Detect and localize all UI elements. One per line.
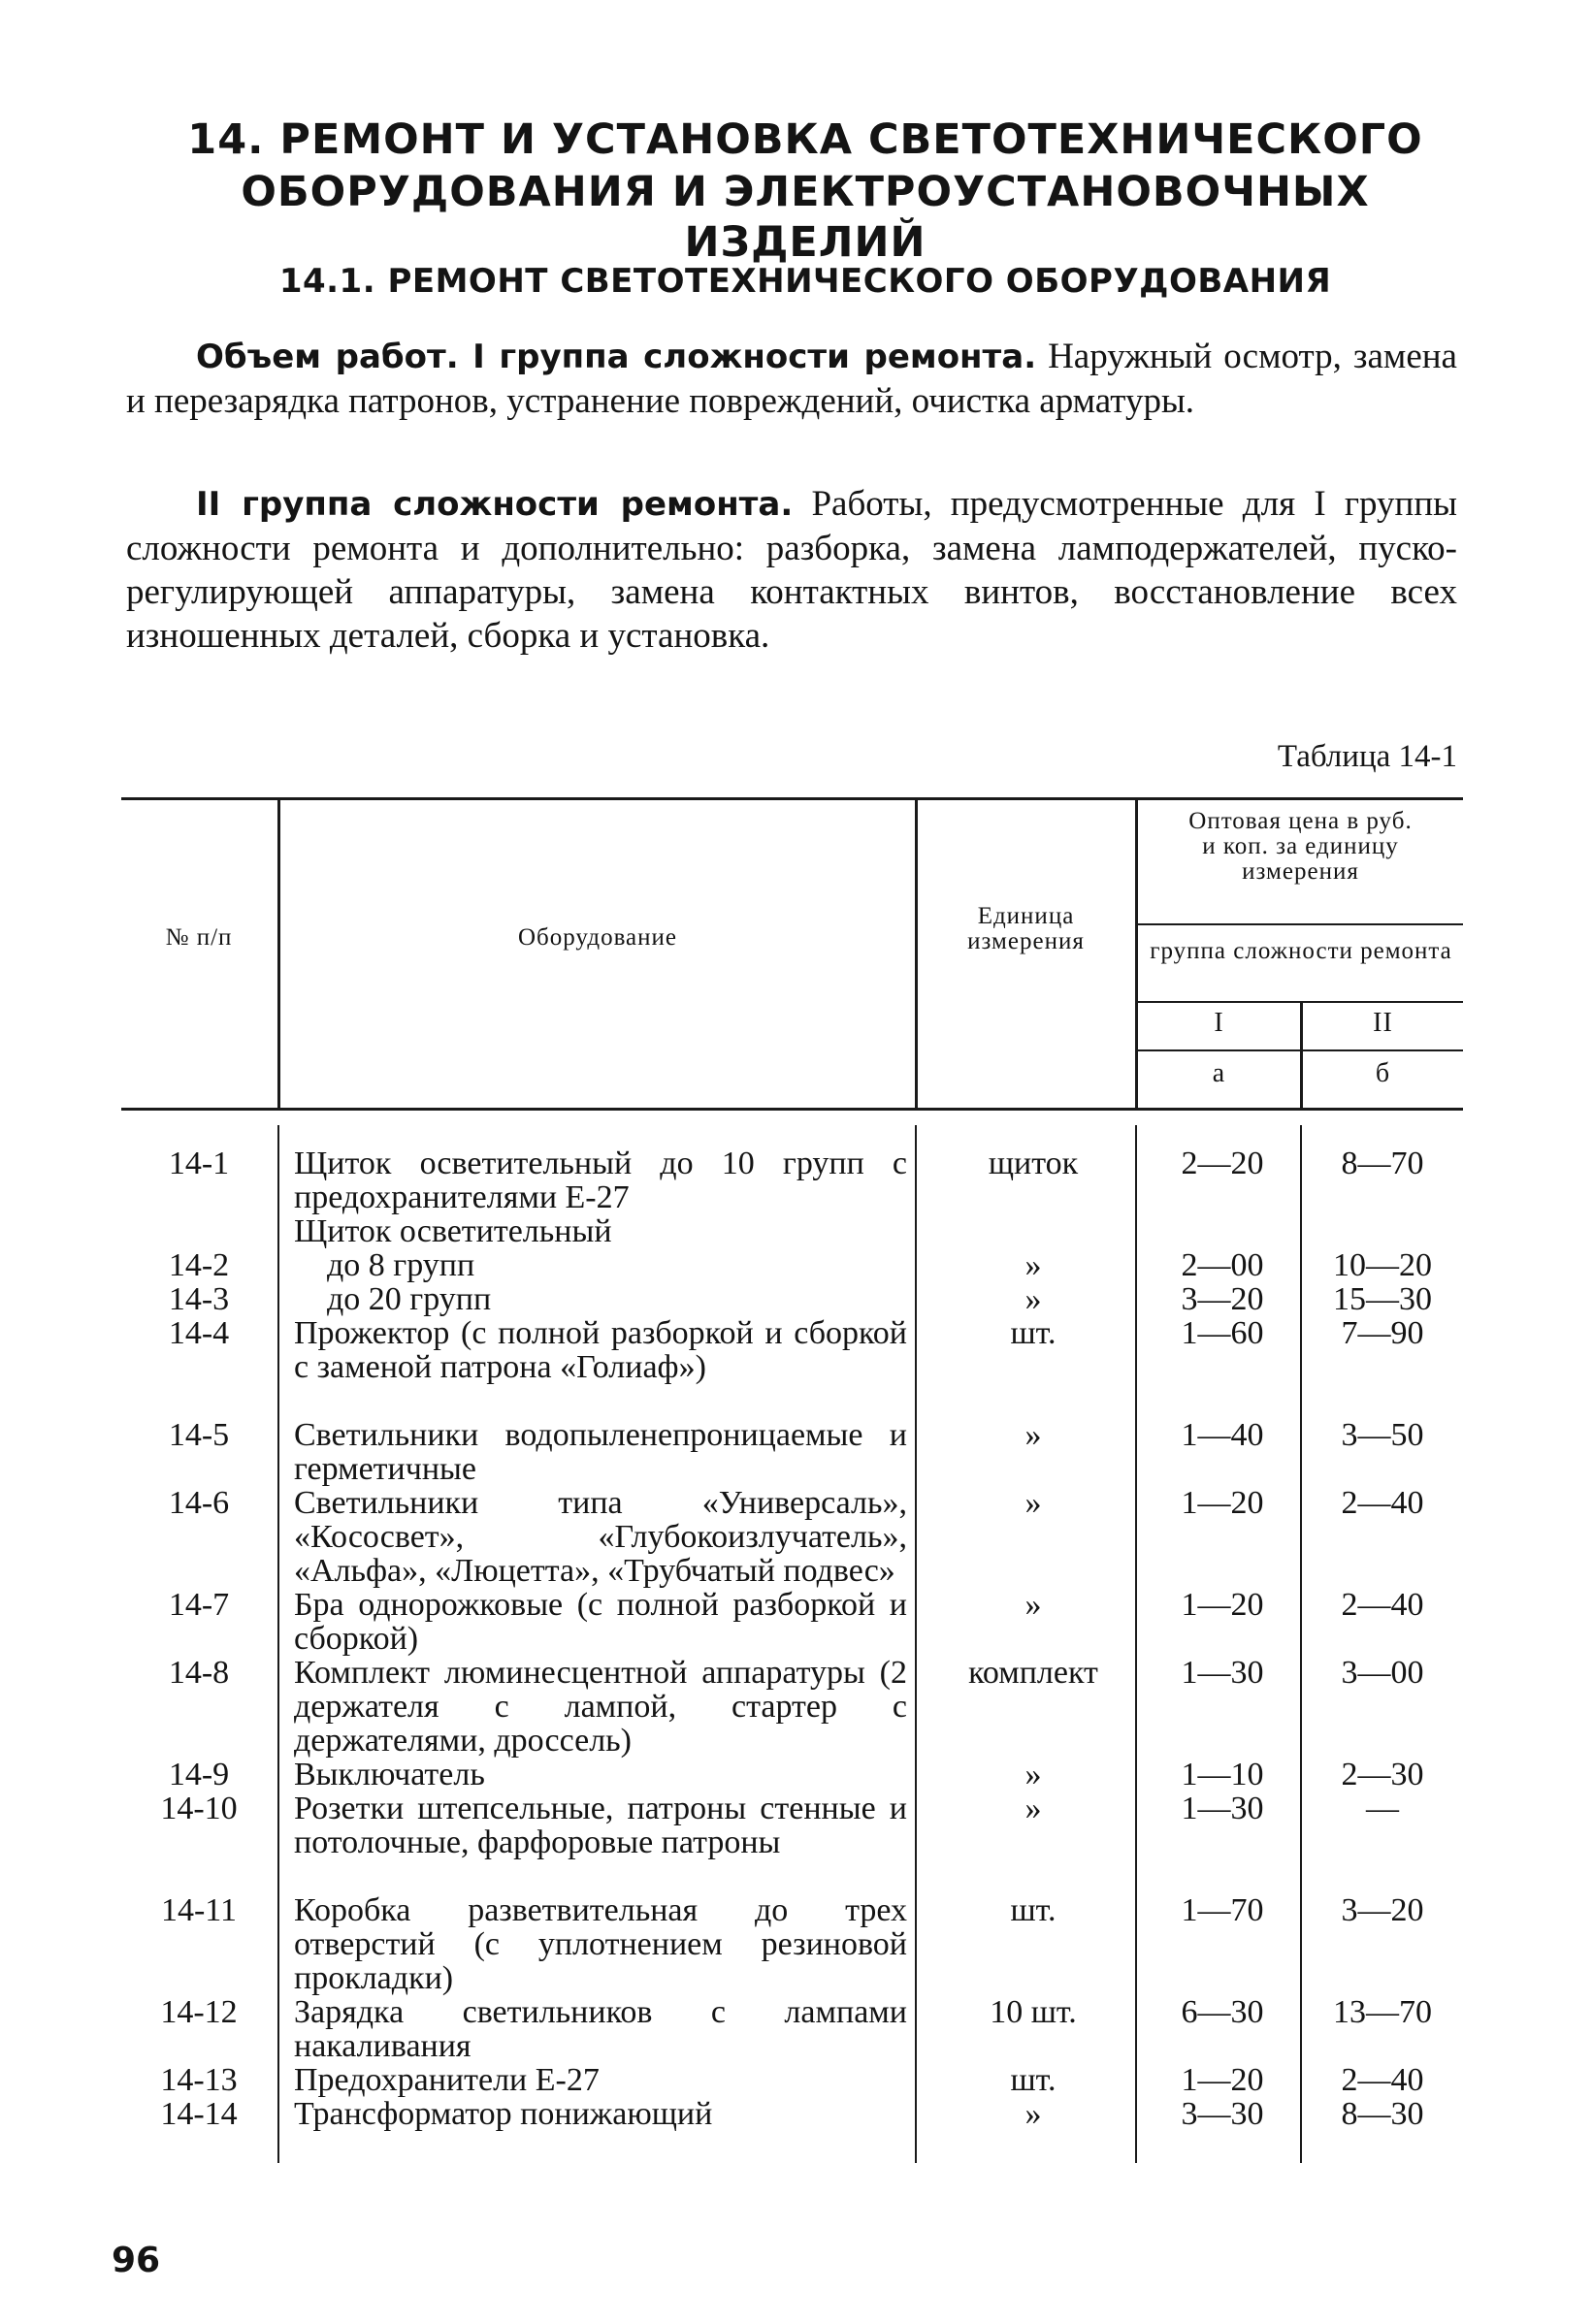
row-number: 14-1	[168, 1146, 230, 1181]
row-equipment: Розетки штепсельные, патроны стенные и потолочные, фарфоровые патроны	[294, 1791, 907, 1860]
row-equipment: Комплект люминесцентной аппаратуры (2 держателя с лампой, стартер с держателями, дроссель)	[294, 1655, 907, 1759]
body-divider-2	[915, 1125, 917, 2163]
row-price-b: —	[1366, 1791, 1399, 1826]
row-number: 14-10	[160, 1791, 238, 1826]
row-price-b: 13—70	[1333, 1994, 1432, 2030]
row-equipment: до 8 групп	[327, 1247, 475, 1283]
paragraph-scope-group-1	[126, 335, 1457, 423]
section-title-line-2: ОБОРУДОВАНИЯ И ЭЛЕКТРОУСТАНОВОЧНЫХ ИЗДЕЛИЙ	[241, 168, 1370, 267]
row-price-a: 3—30	[1181, 2096, 1264, 2132]
row-price-b: 3—50	[1341, 1417, 1424, 1453]
subsection-title: 14.1. РЕМОНТ СВЕТОТЕХНИЧЕСКОГО ОБОРУДОВАНИЯ	[278, 262, 1332, 301]
row-unit: »	[1024, 1485, 1042, 1521]
row-price-b: 2—30	[1341, 1757, 1424, 1792]
row-price-a: 1—30	[1181, 1655, 1264, 1691]
row-unit: шт.	[1010, 1892, 1057, 1928]
row-price-b: 15—30	[1333, 1281, 1432, 1317]
row-unit: »	[1024, 1757, 1042, 1792]
row-number: 14-13	[160, 2062, 238, 2098]
row-price-a: 1—20	[1181, 1587, 1264, 1623]
row-unit: щиток	[988, 1146, 1079, 1181]
row-number: 14-6	[168, 1485, 230, 1521]
row-unit: шт.	[1010, 2062, 1057, 2098]
row-price-b: 8—30	[1341, 2096, 1424, 2132]
header-price: Оптовая цена в руб. и коп. за единицу измерения	[1188, 808, 1413, 885]
row-number: 14-11	[160, 1892, 238, 1928]
row-price-a: 3—20	[1181, 1281, 1264, 1317]
row-equipment: Щиток осветительный	[294, 1213, 612, 1249]
row-equipment: Предохранители Е-27	[294, 2062, 600, 2098]
row-equipment: Прожектор (с полной разборкой и сборкой с заменой патрона «Голиаф»)	[294, 1315, 907, 1385]
row-price-b: 2—40	[1341, 2062, 1424, 2098]
row-unit: »	[1024, 2096, 1042, 2132]
row-equipment: Светильники типа «Универсаль», «Кососвет», «Глубокоизлучатель», «Альфа», «Люцетта», «Трубчатый подвес»	[294, 1485, 907, 1589]
row-price-a: 1—40	[1181, 1417, 1264, 1453]
row-price-a: 1—10	[1181, 1757, 1264, 1792]
row-price-b: 3—20	[1341, 1892, 1424, 1928]
row-equipment: Коробка разветвительная до трех отверстий (с уплотнением резиновой прокладки)	[294, 1892, 907, 1996]
row-equipment: Зарядка светильников с лампами накаливания	[294, 1994, 907, 2064]
row-number: 14-7	[168, 1587, 230, 1623]
section-title-line-1: 14. РЕМОНТ И УСТАНОВКА СВЕТОТЕХНИЧЕСКОГО	[187, 115, 1423, 164]
row-price-b: 10—20	[1333, 1247, 1432, 1283]
row-unit: »	[1024, 1587, 1042, 1623]
row-number: 14-3	[168, 1281, 230, 1317]
row-unit: »	[1024, 1247, 1042, 1283]
row-equipment: Бра однорожковые (с полной разборкой и сборкой)	[294, 1587, 907, 1657]
paragraph-lead: II группа сложности ремонта.	[196, 485, 794, 524]
page-number: 96	[112, 2241, 161, 2280]
header-rule-group	[1135, 1001, 1463, 1003]
paragraph-lead: Объем работ. I группа сложности ремонта.	[196, 338, 1037, 376]
header-divider-1	[277, 797, 280, 1108]
row-number: 14-5	[168, 1417, 230, 1453]
row-price-a: 6—30	[1181, 1994, 1264, 2030]
header-column-a: а	[1212, 1058, 1226, 1088]
row-price-a: 1—60	[1181, 1315, 1264, 1351]
row-price-b: 3—00	[1341, 1655, 1424, 1691]
row-number: 14-2	[168, 1247, 230, 1283]
header-group-1: I	[1214, 1008, 1224, 1038]
row-price-a: 1—30	[1181, 1791, 1264, 1826]
row-price-b: 8—70	[1341, 1146, 1424, 1181]
body-divider-1	[277, 1125, 279, 2163]
row-price-a: 1—70	[1181, 1892, 1264, 1928]
row-number: 14-12	[160, 1994, 238, 2030]
row-unit: комплект	[968, 1655, 1098, 1691]
row-equipment: Светильники водопыленепроницаемые и герметичные	[294, 1417, 907, 1487]
header-equipment: Оборудование	[517, 924, 677, 951]
header-divider-2	[915, 797, 918, 1108]
row-equipment: Щиток осветительный до 10 групп с предохранителями Е-27	[294, 1146, 907, 1215]
row-unit: »	[1024, 1281, 1042, 1317]
header-rule-price	[1135, 923, 1463, 925]
header-column-b: б	[1375, 1058, 1391, 1088]
header-number: № п/п	[165, 924, 233, 951]
row-unit: шт.	[1010, 1315, 1057, 1351]
row-price-a: 2—20	[1181, 1146, 1264, 1181]
row-number: 14-4	[168, 1315, 230, 1351]
row-unit: 10 шт.	[990, 1994, 1077, 2030]
row-price-a: 1—20	[1181, 1485, 1264, 1521]
table-caption: Таблица 14-1	[1277, 739, 1457, 774]
row-price-b: 2—40	[1341, 1587, 1424, 1623]
header-rule-roman	[1135, 1049, 1463, 1051]
row-price-a: 2—00	[1181, 1247, 1264, 1283]
row-price-a: 1—20	[1181, 2062, 1264, 2098]
paragraph-scope-group-2	[126, 482, 1457, 658]
row-unit: »	[1024, 1417, 1042, 1453]
paragraph-text: Работы, предусмотренные для I группы сложности ремонта и дополнительно: разборка, замена ламподержателей, пуско-регулирующей аппаратуры, замена контактных винтов, восстановление всех изношенных деталей, сборка и установка.	[126, 484, 1457, 656]
row-unit: »	[1024, 1791, 1042, 1826]
paragraph-text: Наружный осмотр, замена и перезарядка патронов, устранение повреждений, очистка арматуры.	[126, 337, 1457, 421]
header-unit: Единица измерения	[967, 903, 1085, 954]
row-number: 14-8	[168, 1655, 230, 1691]
table-top-rule	[121, 797, 1463, 800]
row-equipment: Трансформатор понижающий	[294, 2096, 713, 2132]
row-number: 14-14	[160, 2096, 238, 2132]
body-divider-4	[1300, 1125, 1302, 2163]
header-group-2: II	[1373, 1008, 1393, 1038]
row-price-b: 7—90	[1341, 1315, 1424, 1351]
header-complexity-group: группа сложности ремонта	[1150, 938, 1452, 964]
row-equipment: Выключатель	[294, 1757, 485, 1792]
row-number: 14-9	[168, 1757, 230, 1792]
row-price-b: 2—40	[1341, 1485, 1424, 1521]
table-header-bottom-rule	[121, 1108, 1463, 1111]
row-equipment: до 20 групп	[327, 1281, 492, 1317]
